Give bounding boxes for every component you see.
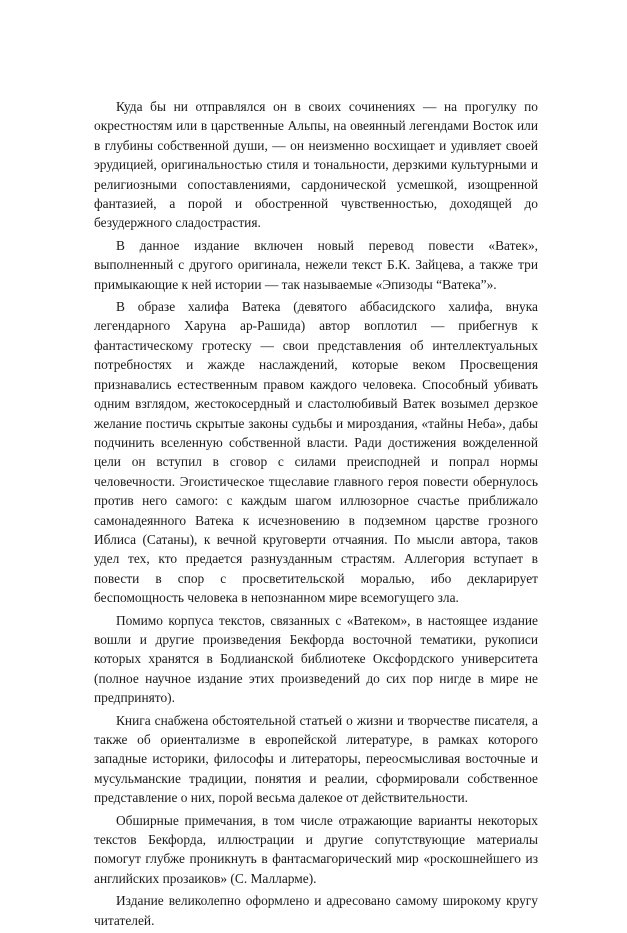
paragraph-1: Куда бы ни отправлялся он в своих сочинениях — на прогулку по окрестностям или в царственные Альпы, на овеянный легендами Восток или в глубины собственной души, — он неизменно восхищает и удивляет своей эрудицией, оригинальностью стиля и тональности, дерзкими культурными и религиозными сопоставлениями, сардонической усмешкой, изощренной фантазией, а порой и обостренной чувственностью, доходящей до безудержного сладострастия.	[94, 99, 538, 231]
paragraph-3: В образе халифа Ватека (девятого аббасидского халифа, внука легендарного Харуна ар-Рашида) автор воплотил — прибегнув к фантастическому гротеску — свои представления об интеллектуальных потребностях и жажде наслаждений, которые веком Просвещения признавались естественным правом каждого человека. Способный убивать одним взглядом, жестокосердный и сластолюбивый Ватек возымел дерзкое желание постичь скрытые законы судьбы и мироздания, «тайны Неба», дабы подчинить вселенную собственной власти. Ради достижения вожделенной цели он вступил в сговор с силами преисподней и попрал нормы человечности. Эгоистическое тщеславие главного героя повести обернулось против него самого: с каждым шагом иллюзорное счастье приближало самонадеянного Ватека к исчезновению в подземном царстве грозного Иблиса (Сатаны), к вечной круговерти отчаяния. По мысли автора, таков удел тех, кто предается разнузданным страстям. Аллегория вступает в повести в спор с просветительской моралью, ибо декларирует беспомощность человека в непознанном мире всемогущего зла.	[94, 299, 538, 606]
body-text	[94, 97, 538, 933]
paragraph-2: В данное издание включен новый перевод повести «Ватек», выполненный с другого оригинала, нежели текст Б.К. Зайцева, а также три примыкающие к ней истории — так называемые «Эпизоды “Ватека”».	[94, 237, 538, 292]
paragraph-5: Книга снабжена обстоятельной статьей о жизни и творчестве писателя, а также об ориентализме в европейской литературе, в рамках которого западные историки, философы и литераторы, переосмысливая восточные и мусульманские традиции, понятия и реалии, сформировали собственное представление о них, порой весьма далекое от действительности.	[94, 712, 538, 806]
paragraph-7: Издание великолепно оформлено и адресовано самому широкому кругу читателей.	[94, 893, 538, 928]
paragraph-4: Помимо корпуса текстов, связанных с «Ватеком», в настоящее издание вошли и другие произведения Бекфорда восточной тематики, рукописи которых хранятся в Бодлианской библиотеке Оксфордского университета (полное научное издание этих произведений до сих пор нигде в мире не предпринято).	[94, 612, 538, 706]
paragraph-6: Обширные примечания, в том числе отражающие варианты некоторых текстов Бекфорда, иллюстрации и другие сопутствующие материалы помогут глубже проникнуть в фантасмагорический мир «роскошнейшего из английских прозаиков» (С. Малларме).	[94, 812, 538, 886]
